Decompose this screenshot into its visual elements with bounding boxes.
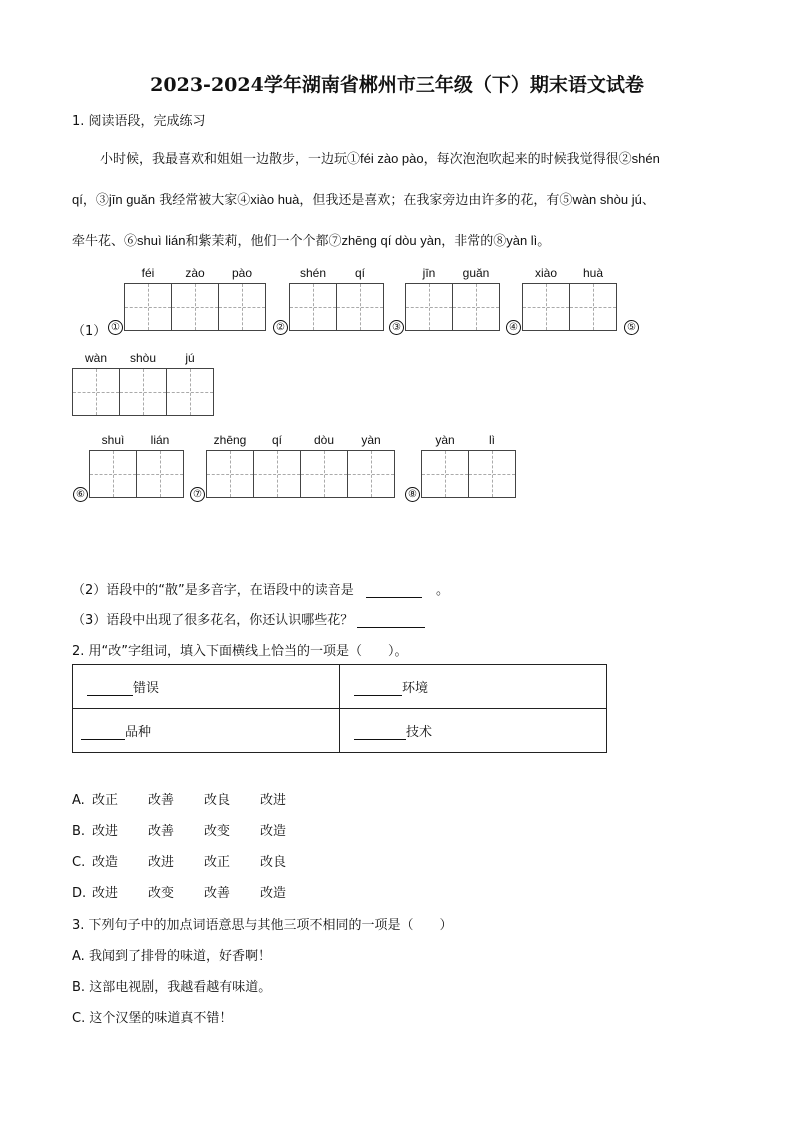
- answer-blank[interactable]: [366, 597, 422, 598]
- writing-grid-2: [289, 283, 383, 331]
- item-number-3: ③: [389, 320, 404, 335]
- option-b[interactable]: [72, 976, 271, 995]
- passage-pinyin: xiào huà: [250, 192, 300, 207]
- page-title: 2023-2024学年湖南省郴州市三年级（下）期末语文试卷: [150, 74, 644, 96]
- question-1-header: 1. 阅读语段，完成练习: [72, 114, 206, 129]
- pinyin-label: jú: [185, 351, 195, 365]
- answer-blank[interactable]: [354, 739, 406, 740]
- option-c[interactable]: [72, 1007, 232, 1026]
- pinyin-label: pào: [231, 266, 253, 280]
- option-label: B.: [72, 824, 86, 839]
- option-word: 改正: [92, 793, 119, 808]
- pinyin-label: lián: [150, 433, 170, 447]
- writing-cell[interactable]: [289, 283, 337, 331]
- writing-cell[interactable]: [206, 450, 254, 498]
- option-word: 改变: [148, 886, 175, 901]
- writing-cell[interactable]: [522, 283, 570, 331]
- pinyin-label: qí: [354, 266, 365, 280]
- pinyin-label: jīn: [422, 266, 436, 280]
- writing-cell[interactable]: [171, 283, 219, 331]
- option-word: 改正: [204, 855, 231, 870]
- option-text: 这部电视剧，我越看越有味道。: [89, 980, 272, 995]
- passage-pinyin: jīn guǎn: [108, 192, 156, 207]
- option-b[interactable]: [72, 820, 316, 839]
- table-cell: [73, 709, 340, 753]
- writing-cell[interactable]: [468, 450, 516, 498]
- sub-question-2: [72, 579, 449, 598]
- passage-text: ，③: [82, 193, 109, 208]
- item-number-6: ⑥: [73, 487, 88, 502]
- passage-pinyin: wàn shòu jú: [572, 192, 642, 207]
- option-label: A.: [72, 793, 85, 808]
- writing-cell[interactable]: [119, 368, 167, 416]
- passage-line-1: [100, 148, 660, 167]
- question-2-header: 2. 用“改”字组词，填入下面横线上恰当的一项是（ ）。: [72, 644, 408, 659]
- option-label: C.: [72, 1011, 86, 1026]
- option-word: 改良: [204, 793, 231, 808]
- passage-text: ，每次泡泡吹起来的时候我觉得很②: [423, 152, 632, 167]
- word-table: [72, 664, 607, 753]
- pinyin-label: féi: [141, 266, 155, 280]
- option-label: A.: [72, 949, 85, 964]
- passage-text: 。: [537, 234, 551, 249]
- answer-blank[interactable]: [357, 627, 425, 628]
- sub-question-1-label: （1）: [72, 324, 107, 339]
- item-number-4: ④: [506, 320, 521, 335]
- item-number-8: ⑧: [405, 487, 420, 502]
- option-a[interactable]: [72, 945, 271, 964]
- passage-text: 牵牛花、⑥: [72, 234, 138, 249]
- passage-text: 我经常被大家④: [155, 193, 251, 208]
- writing-grid-7: [206, 450, 394, 498]
- writing-cell[interactable]: [124, 283, 172, 331]
- writing-cell[interactable]: [569, 283, 617, 331]
- pinyin-label: shòu: [129, 351, 157, 365]
- passage-pinyin: qí: [72, 192, 83, 207]
- pinyin-label: zào: [185, 266, 205, 280]
- pinyin-label: wàn: [84, 351, 107, 365]
- writing-cell[interactable]: [166, 368, 214, 416]
- cell-text: 品种: [125, 725, 152, 740]
- passage-text: 小时候，我最喜欢和姐姐一边散步，一边玩①: [100, 152, 361, 167]
- writing-cell[interactable]: [452, 283, 500, 331]
- option-text: 这个汉堡的味道真不错！: [89, 1011, 233, 1026]
- passage-line-2: [72, 189, 655, 208]
- sub-question-3: [72, 609, 425, 628]
- option-word: 改进: [260, 793, 287, 808]
- writing-cell[interactable]: [300, 450, 348, 498]
- option-word: 改造: [260, 824, 287, 839]
- pinyin-label: xiào: [534, 266, 557, 280]
- option-word: 改善: [204, 886, 231, 901]
- passage-pinyin: yàn lì: [506, 233, 538, 248]
- option-label: D.: [72, 886, 87, 901]
- answer-blank[interactable]: [81, 739, 125, 740]
- option-d[interactable]: [72, 882, 316, 901]
- writing-grid-4: [522, 283, 616, 331]
- pinyin-label: dòu: [313, 433, 335, 447]
- item-number-5: ⑤: [624, 320, 639, 335]
- option-word: 改进: [92, 824, 119, 839]
- option-word: 改造: [260, 886, 287, 901]
- answer-blank[interactable]: [354, 695, 402, 696]
- writing-cell[interactable]: [72, 368, 120, 416]
- pinyin-label: shuì: [101, 433, 125, 447]
- option-text: 我闻到了排骨的味道，好香啊！: [88, 949, 271, 964]
- sub-question-2-text: （2）语段中的“散”是多音字，在语段中的读音是: [72, 583, 354, 598]
- passage-pinyin: zhēng qí dòu yàn: [341, 233, 442, 248]
- option-word: 改进: [148, 855, 175, 870]
- option-a[interactable]: [72, 789, 316, 808]
- option-word: 改善: [148, 824, 175, 839]
- item-number-7: ⑦: [190, 487, 205, 502]
- writing-grid-8: [421, 450, 515, 498]
- passage-text: ，非常的⑧: [441, 234, 507, 249]
- writing-grid-3: [405, 283, 499, 331]
- writing-cell[interactable]: [421, 450, 469, 498]
- writing-cell[interactable]: [218, 283, 266, 331]
- passage-text: 、: [641, 193, 655, 208]
- cell-text: 环境: [402, 681, 429, 696]
- sub-question-2-end: 。: [436, 583, 450, 598]
- item-number-1: ①: [108, 320, 123, 335]
- pinyin-label: zhēng: [213, 433, 247, 447]
- option-word: 改善: [148, 793, 175, 808]
- passage-pinyin: féi zào pào: [360, 151, 424, 166]
- question-3-header: 3. 下列句子中的加点词语意思与其他三项不相同的一项是（ ）: [72, 918, 453, 933]
- option-word: 改变: [204, 824, 231, 839]
- pinyin-label: guǎn: [462, 266, 490, 280]
- passage-text: ，但我还是喜欢；在我家旁边由许多的花，有⑤: [299, 193, 573, 208]
- pinyin-label: qí: [271, 433, 282, 447]
- table-cell: [340, 709, 607, 753]
- cell-text: 错误: [133, 681, 160, 696]
- writing-cell[interactable]: [253, 450, 301, 498]
- pinyin-label: yàn: [361, 433, 381, 447]
- option-label: B.: [72, 980, 86, 995]
- writing-grid-5: [72, 368, 213, 416]
- writing-grid-6: [89, 450, 183, 498]
- cell-text: 技术: [406, 725, 433, 740]
- writing-cell[interactable]: [347, 450, 395, 498]
- passage-line-3: [72, 230, 550, 249]
- option-label: C.: [72, 855, 86, 870]
- passage-text: 和紫茉莉，他们一个个都⑦: [185, 234, 342, 249]
- writing-cell[interactable]: [405, 283, 453, 331]
- pinyin-label: yàn: [435, 433, 455, 447]
- table-cell: [73, 665, 340, 709]
- writing-cell[interactable]: [336, 283, 384, 331]
- answer-blank[interactable]: [87, 695, 133, 696]
- table-cell: [340, 665, 607, 709]
- option-word: 改造: [92, 855, 119, 870]
- option-word: 改良: [260, 855, 287, 870]
- writing-cell[interactable]: [136, 450, 184, 498]
- item-number-2: ②: [273, 320, 288, 335]
- option-word: 改进: [92, 886, 119, 901]
- pinyin-label: lì: [489, 433, 495, 447]
- option-c[interactable]: [72, 851, 316, 870]
- writing-cell[interactable]: [89, 450, 137, 498]
- passage-pinyin: shén: [631, 151, 660, 166]
- passage-pinyin: shuì lián: [137, 233, 186, 248]
- pinyin-label: huà: [582, 266, 604, 280]
- writing-grid-1: [124, 283, 265, 331]
- sub-question-3-text: （3）语段中出现了很多花名，你还认识哪些花？: [72, 613, 354, 628]
- pinyin-label: shén: [299, 266, 327, 280]
